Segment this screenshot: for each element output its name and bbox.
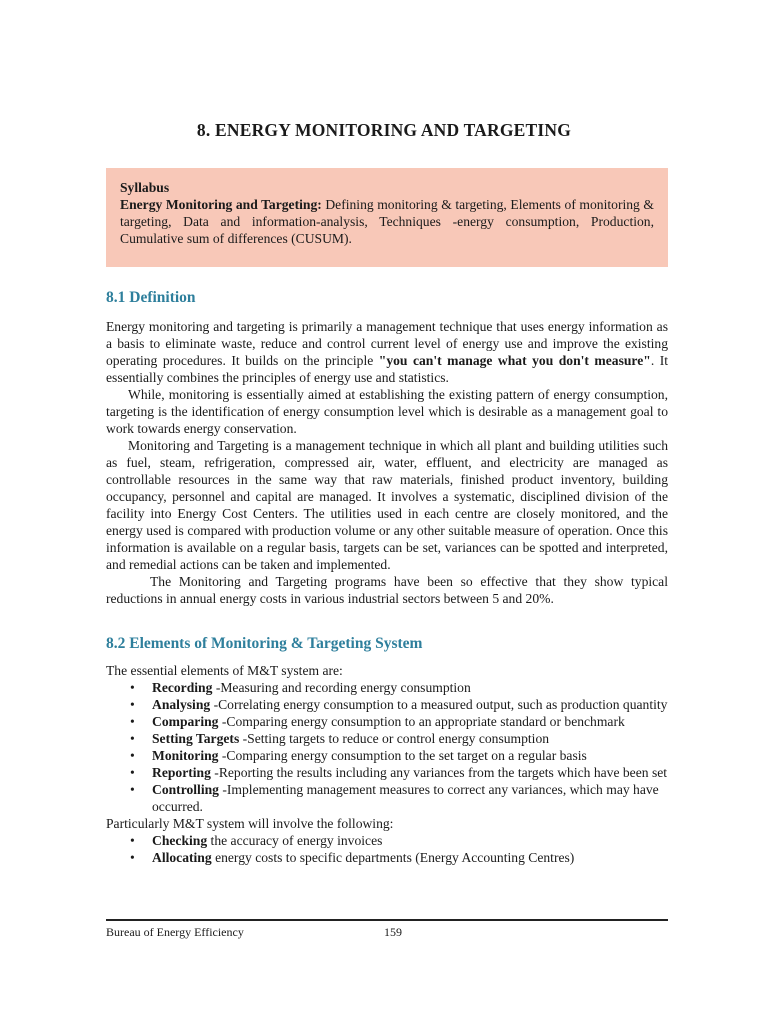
element-term: Analysing [152, 697, 211, 712]
followup-desc: the accuracy of energy invoices [207, 833, 383, 848]
bullet-icon: • [130, 833, 135, 848]
element-term: Controlling [152, 782, 219, 797]
element-desc: -Setting targets to reduce or control energy consumption [239, 731, 550, 746]
syllabus-heading: Syllabus [120, 180, 170, 195]
list-item [106, 832, 668, 849]
footer-publisher: Bureau of Energy Efficiency [106, 925, 244, 939]
elements-list [106, 679, 668, 815]
followup-term: Checking [152, 833, 208, 848]
paragraph-text: . It essentially combines the principles of energy use and statistics. [106, 353, 668, 385]
bullet-icon: • [130, 748, 135, 763]
bullet-icon: • [130, 731, 135, 746]
list-item [106, 781, 668, 815]
bullet-icon: • [130, 680, 135, 695]
element-term: Monitoring [152, 748, 219, 763]
chapter-title: 8. ENERGY MONITORING AND TARGETING [196, 120, 572, 140]
followup-term: Allocating [152, 850, 212, 865]
element-term: Setting Targets [152, 731, 240, 746]
element-term: Recording [152, 680, 213, 695]
section-heading-definition: 8.1 Definition [106, 289, 196, 306]
list-item [106, 696, 668, 713]
list-item [106, 764, 668, 781]
followup-desc: energy costs to specific departments (Energy Accounting Centres) [211, 850, 575, 865]
paragraph: Monitoring and Targeting is a management technique in which all plant and building utilities such as fuel, steam, refrigeration, compressed air, water, effluent, and electricity are managed as controllable resources in the same way that raw materials, finished product inventory, building occupancy, personnel and capital are managed. It involves a systematic, disciplined division of the facility into Energy Cost Centers. The utilities used in each centre are closely monitored, and the energy used is compared with production volume or any other suitable measure of operation. Once this information is available on a regular basis, targets can be set, variances can be spotted and interpreted, and remedial actions can be taken and implemented. [106, 438, 668, 572]
bullet-icon: • [130, 850, 135, 865]
element-desc: -Comparing energy consumption to the set target on a regular basis [218, 748, 587, 763]
paragraph: The Monitoring and Targeting programs have been so effective that they show typical reductions in annual energy costs in various industrial sectors between 5 and 20%. [106, 574, 668, 606]
bullet-icon: • [130, 697, 135, 712]
syllabus-text: Defining monitoring & targeting, Elements of monitoring & targeting, Data and information-analysis, Techniques -energy consumption, Production, Cumulative sum of differences (CUSUM). [120, 197, 654, 246]
syllabus-box [106, 168, 668, 267]
syllabus-body [120, 196, 654, 247]
syllabus-lead: Energy Monitoring and Targeting: [120, 197, 322, 212]
element-desc: -Measuring and recording energy consumption [212, 680, 471, 695]
definition-body [106, 318, 668, 607]
list-item [106, 730, 668, 747]
paragraph-text: Energy monitoring and targeting is primarily a management technique that uses energy information as a basis to eliminate waste, reduce and control current level of energy use and improve the existing operating procedures. It builds on the principle [106, 319, 668, 368]
paragraph [106, 318, 668, 386]
page-number: 159 [384, 925, 402, 939]
list-item [106, 747, 668, 764]
element-desc: -Reporting the results including any variances from the targets which have been set [210, 765, 668, 780]
bullet-icon: • [130, 782, 135, 797]
list-intro: The essential elements of M&T system are: [106, 663, 343, 678]
section-heading-elements: 8.2 Elements of Monitoring & Targeting System [106, 635, 423, 652]
element-desc: -Correlating energy consumption to a measured output, such as production quantity [210, 697, 668, 712]
list-item [106, 679, 668, 696]
footer-divider [106, 919, 668, 921]
elements-body [106, 662, 668, 866]
list-intro: Particularly M&T system will involve the following: [106, 816, 394, 831]
list-item [106, 713, 668, 730]
list-item [106, 849, 668, 866]
paragraph: While, monitoring is essentially aimed at establishing the existing pattern of energy consumption, targeting is the identification of energy consumption level which is desirable as a management goal to work towards energy conservation. [106, 387, 668, 436]
principle-quote: "you can't manage what you don't measure" [378, 353, 651, 368]
element-desc: -Comparing energy consumption to an appropriate standard or benchmark [218, 714, 625, 729]
bullet-icon: • [130, 765, 135, 780]
followup-list [106, 832, 668, 866]
bullet-icon: • [130, 714, 135, 729]
element-term: Reporting [152, 765, 211, 780]
element-desc: -Implementing management measures to correct any variances, which may have occurred. [152, 782, 659, 814]
element-term: Comparing [152, 714, 219, 729]
